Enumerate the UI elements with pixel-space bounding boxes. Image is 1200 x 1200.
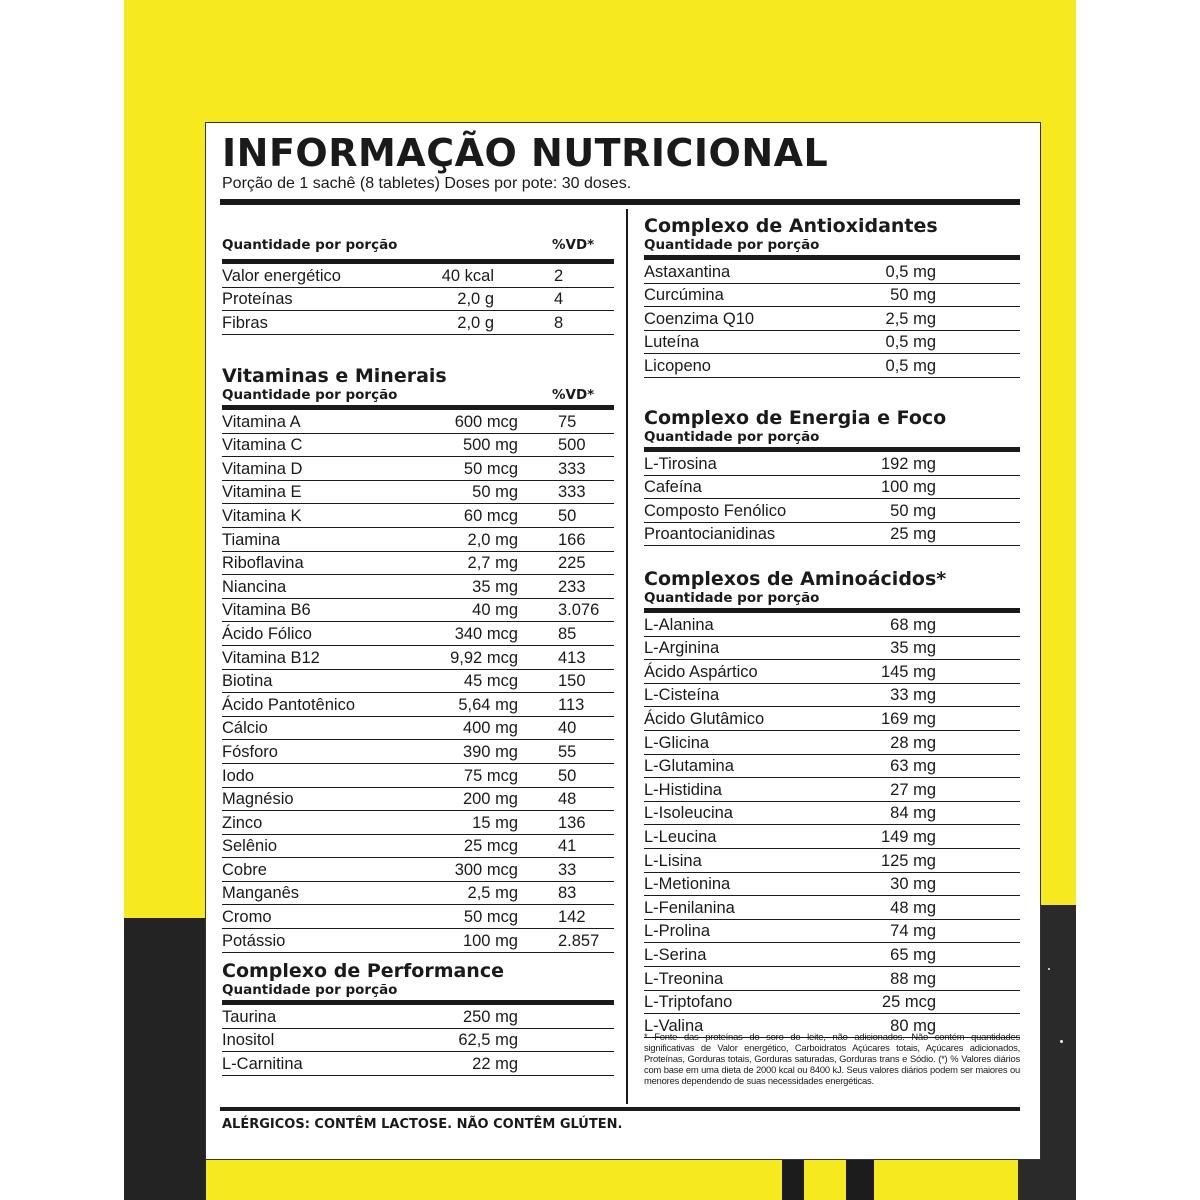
footnote: * Fonte das proteínas do soro do leite, não adicionados. Não contém quantidades significativas de Valor energético, Carboidratos Açúcares totais, Açúcares adicionados, Proteínas, Gorduras totais, Gorduras saturadas, Gorduras trans e Sódio. (*) % Valores diários com base em uma dieta de 2000 kcal ou 8400 kJ. Seus valores diários podem ser maiores ou menores dependendo de suas necessidades energéticas. [644, 1031, 1020, 1086]
nutrient-name: L-Glicina [644, 733, 710, 752]
nutrient-amount: 300 mcg [454, 860, 518, 879]
section-performance [222, 960, 614, 1076]
dark-post-left [782, 1160, 804, 1200]
nutrient-amount: 62,5 mg [458, 1031, 518, 1050]
nutrient-amount: 9,92 mcg [450, 648, 518, 667]
nutrient-name: Licopeno [644, 356, 711, 375]
nutrient-name: L-Valina [644, 1016, 704, 1035]
section-energy-header: Quantidade por porção [644, 429, 820, 445]
nutrient-daily-value: 40 [558, 719, 577, 738]
nutrient-name: Vitamina D [222, 459, 303, 478]
nutrient-amount: 45 mcg [463, 672, 518, 691]
nutrient-daily-value: 83 [558, 884, 577, 903]
nutrient-amount: 30 mg [890, 875, 936, 894]
nutrient-amount: 63 mg [890, 757, 936, 776]
nutrient-row [222, 670, 614, 694]
nutrient-name: Cobre [222, 860, 267, 879]
nutrient-daily-value: 75 [558, 412, 577, 431]
nutrient-amount: 100 mg [880, 478, 936, 497]
nutrient-amount: 169 mg [880, 709, 936, 728]
nutrient-name: Vitamina K [222, 506, 302, 525]
nutrient-name: L-Tirosina [644, 454, 717, 473]
dark-post-right [846, 1160, 874, 1200]
nutrient-row [222, 835, 614, 859]
nutrient-row [222, 905, 614, 929]
dark-block-left [124, 918, 206, 1200]
nutrient-name: L-Treonina [644, 969, 724, 988]
nutrient-amount: 125 mg [880, 851, 936, 870]
nutrient-amount: 5,64 mg [458, 695, 518, 714]
nutrient-row [644, 991, 1020, 1015]
nutrient-name: Taurina [222, 1007, 277, 1026]
nutrient-row [222, 740, 614, 764]
nutrient-row [222, 858, 614, 882]
paint-speck [1048, 968, 1050, 970]
nutrient-daily-value: 233 [558, 577, 586, 596]
nutrient-daily-value: 3.076 [558, 601, 600, 620]
section-amino-title: Complexos de Aminoácidos* [644, 568, 947, 590]
nutrient-row [644, 825, 1020, 849]
nutrient-name: Selênio [222, 837, 278, 856]
nutrient-amount: 25 mcg [881, 993, 936, 1012]
nutrient-amount: 22 mg [472, 1054, 518, 1073]
label-title: INFORMAÇÃO NUTRICIONAL [222, 131, 829, 175]
section-amino-rows [644, 613, 1020, 1038]
nutrient-amount: 35 mg [890, 639, 936, 658]
nutrient-row [222, 717, 614, 741]
vd-header: %VD* [552, 237, 595, 253]
nutrient-amount: 25 mg [890, 525, 936, 544]
nutrient-row [644, 849, 1020, 873]
nutrient-name: Magnésio [222, 790, 294, 809]
nutrient-amount: 50 mg [472, 483, 518, 502]
nutrient-daily-value: 113 [558, 695, 585, 714]
nutrient-amount: 400 mg [462, 719, 518, 738]
nutrient-row [222, 410, 614, 434]
nutrient-row [222, 764, 614, 788]
vd-header: %VD* [552, 387, 595, 403]
nutrient-daily-value: 136 [558, 813, 586, 832]
nutrient-name: Inositol [222, 1031, 275, 1050]
nutrient-amount: 74 mg [890, 922, 936, 941]
nutrient-amount: 2,5 mg [467, 884, 518, 903]
allergen-statement: ALÉRGICOS: CONTÊM LACTOSE. NÃO CONTÊM GLÚTEN. [222, 1117, 623, 1132]
nutrient-amount: 65 mg [890, 945, 936, 964]
nutrient-amount: 0,5 mg [885, 356, 936, 375]
nutrient-amount: 2,0 mg [467, 530, 518, 549]
nutrient-amount: 48 mg [890, 898, 936, 917]
nutrient-row [644, 637, 1020, 661]
nutrient-amount: 84 mg [890, 804, 936, 823]
nutrient-name: L-Serina [644, 945, 707, 964]
nutrient-row [222, 788, 614, 812]
nutrient-name: Composto Fenólico [644, 501, 787, 520]
nutrient-amount: 100 mg [462, 931, 518, 950]
section-energy-rows [644, 452, 1020, 546]
nutrient-name: L-Metionina [644, 875, 731, 894]
nutrient-name: Proantocianidinas [644, 525, 776, 544]
nutrient-name: L-Glutamina [644, 757, 734, 776]
nutrient-row [222, 575, 614, 599]
nutrient-name: Manganês [222, 884, 300, 903]
nutrient-row [644, 523, 1020, 547]
nutrient-row [644, 920, 1020, 944]
nutrient-row [644, 499, 1020, 523]
nutrient-amount: 68 mg [890, 615, 936, 634]
nutrient-name: L-Prolina [644, 922, 711, 941]
nutrient-row [222, 481, 614, 505]
nutrient-name: Vitamina A [222, 412, 301, 431]
nutrient-row [222, 646, 614, 670]
nutrient-name: Cafeína [644, 478, 702, 497]
nutrient-row [644, 967, 1020, 991]
nutrient-name: Ácido Fólico [222, 624, 312, 643]
nutrient-row [644, 660, 1020, 684]
nutrient-amount: 340 mcg [454, 624, 518, 643]
nutrient-amount: 2,0 g [457, 290, 494, 309]
nutrient-row [644, 802, 1020, 826]
nutrient-row [644, 613, 1020, 637]
nutrient-amount: 35 mg [472, 577, 518, 596]
nutrient-amount: 75 mcg [463, 766, 518, 785]
nutrient-row [222, 693, 614, 717]
nutrient-name: Fibras [222, 313, 268, 332]
nutrient-daily-value: 150 [558, 672, 586, 691]
nutrient-row [222, 311, 614, 335]
nutrient-row [222, 929, 614, 953]
nutrient-row [644, 476, 1020, 500]
nutrient-amount: 40 mg [472, 601, 518, 620]
nutrient-row [644, 684, 1020, 708]
section-vitamins-header [222, 387, 614, 403]
nutrient-row [644, 873, 1020, 897]
section-performance-rows [222, 1005, 614, 1076]
top-rule [220, 199, 1020, 205]
nutrient-daily-value: 33 [558, 860, 577, 879]
nutrient-row [644, 731, 1020, 755]
nutrient-amount: 2,0 g [457, 313, 494, 332]
nutrient-row [222, 457, 614, 481]
nutrient-amount: 33 mg [890, 686, 936, 705]
nutrient-row [222, 882, 614, 906]
nutrient-name: L-Lisina [644, 851, 702, 870]
nutrient-row [644, 707, 1020, 731]
nutrient-name: Valor energético [222, 266, 341, 285]
nutrient-row [222, 552, 614, 576]
nutrient-name: L-Fenilanina [644, 898, 735, 917]
nutrient-name: Niancina [222, 577, 287, 596]
nutrient-daily-value: 2.857 [558, 931, 600, 950]
nutrient-daily-value: 50 [558, 766, 577, 785]
nutrient-daily-value: 4 [554, 290, 564, 309]
nutrient-name: Biotina [222, 672, 273, 691]
nutrient-daily-value: 8 [554, 313, 564, 332]
section-vitamins-rows [222, 410, 614, 953]
nutrient-row [644, 307, 1020, 331]
nutrient-amount: 88 mg [890, 969, 936, 988]
nutrient-row [222, 1029, 614, 1053]
nutrient-name: Cálcio [222, 719, 268, 738]
section-basic-header [222, 237, 614, 253]
section-basic-rows [222, 264, 614, 335]
nutrient-amount: 50 mcg [463, 459, 518, 478]
quantity-header: Quantidade por porção [222, 387, 398, 403]
nutrient-daily-value: 2 [554, 266, 564, 285]
nutrient-row [222, 528, 614, 552]
nutrient-amount: 28 mg [890, 733, 936, 752]
nutrient-daily-value: 166 [558, 530, 586, 549]
nutrition-facts-panel [205, 122, 1041, 1160]
nutrient-amount: 50 mg [890, 286, 936, 305]
nutrient-amount: 50 mcg [463, 908, 518, 927]
nutrient-amount: 27 mg [890, 780, 936, 799]
nutrient-daily-value: 50 [558, 506, 577, 525]
nutrient-name: Fósforo [222, 742, 278, 761]
nutrient-row [222, 264, 614, 288]
nutrient-name: L-Leucina [644, 827, 717, 846]
nutrient-name: Vitamina E [222, 483, 302, 502]
nutrient-amount: 600 mcg [454, 412, 518, 431]
section-antioxidants [644, 215, 1020, 378]
nutrient-daily-value: 333 [558, 459, 586, 478]
section-antioxidants-title: Complexo de Antioxidantes [644, 215, 938, 237]
bottom-rule [220, 1107, 1020, 1111]
nutrient-daily-value: 142 [558, 908, 586, 927]
nutrient-row [644, 755, 1020, 779]
nutrient-name: Astaxantina [644, 262, 731, 281]
quantity-header: Quantidade por porção [222, 237, 398, 253]
nutrient-amount: 250 mg [462, 1007, 518, 1026]
column-divider [626, 209, 628, 1104]
paint-speck [1060, 1040, 1063, 1043]
nutrient-amount: 40 kcal [441, 266, 494, 285]
section-performance-header: Quantidade por porção [222, 982, 398, 998]
section-performance-title: Complexo de Performance [222, 960, 504, 982]
nutrient-name: Riboflavina [222, 554, 304, 573]
nutrient-name: Vitamina B6 [222, 601, 311, 620]
nutrient-row [644, 943, 1020, 967]
nutrient-amount: 25 mcg [463, 837, 518, 856]
nutrient-row [222, 1005, 614, 1029]
nutrient-name: Potássio [222, 931, 286, 950]
nutrient-name: L-Isoleucina [644, 804, 733, 823]
section-basic [222, 237, 614, 335]
section-antioxidants-rows [644, 260, 1020, 378]
nutrient-amount: 80 mg [890, 1016, 936, 1035]
nutrient-name: L-Alanina [644, 615, 714, 634]
serving-info: Porção de 1 sachê (8 tabletes) Doses por pote: 30 doses. [222, 175, 632, 192]
nutrient-row [222, 434, 614, 458]
section-amino [644, 568, 1020, 1038]
section-antioxidants-header: Quantidade por porção [644, 237, 820, 253]
section-energy-title: Complexo de Energia e Foco [644, 407, 947, 429]
nutrient-amount: 390 mg [462, 742, 518, 761]
nutrient-name: Zinco [222, 813, 263, 832]
nutrient-daily-value: 500 [558, 436, 586, 455]
nutrient-name: Cromo [222, 908, 272, 927]
nutrient-daily-value: 225 [558, 554, 586, 573]
nutrient-row [222, 288, 614, 312]
nutrient-name: Curcúmina [644, 286, 724, 305]
nutrient-amount: 50 mg [890, 501, 936, 520]
nutrient-amount: 500 mg [462, 436, 518, 455]
nutrient-row [222, 599, 614, 623]
nutrient-name: L-Arginina [644, 639, 720, 658]
nutrient-name: Vitamina C [222, 436, 303, 455]
nutrient-row [644, 354, 1020, 378]
nutrient-row [644, 896, 1020, 920]
nutrient-daily-value: 41 [558, 837, 577, 856]
nutrient-amount: 145 mg [880, 662, 936, 681]
nutrient-amount: 2,5 mg [885, 309, 936, 328]
nutrient-name: Ácido Pantotênico [222, 695, 356, 714]
nutrient-row [222, 504, 614, 528]
section-vitamins [222, 365, 614, 953]
nutrient-amount: 2,7 mg [467, 554, 518, 573]
nutrient-name: Luteína [644, 333, 700, 352]
nutrient-name: Tiamina [222, 530, 281, 549]
nutrient-name: Vitamina B12 [222, 648, 320, 667]
nutrient-row [644, 331, 1020, 355]
nutrient-daily-value: 85 [558, 624, 577, 643]
nutrient-daily-value: 55 [558, 742, 577, 761]
nutrient-amount: 0,5 mg [885, 333, 936, 352]
nutrient-row [644, 778, 1020, 802]
nutrient-name: Ácido Glutâmico [644, 709, 765, 728]
nutrient-daily-value: 333 [558, 483, 586, 502]
nutrient-name: L-Histidina [644, 780, 722, 799]
nutrient-amount: 200 mg [462, 790, 518, 809]
nutrient-daily-value: 48 [558, 790, 577, 809]
nutrient-amount: 149 mg [880, 827, 936, 846]
nutrient-daily-value: 413 [558, 648, 586, 667]
nutrient-name: L-Cisteína [644, 686, 720, 705]
nutrient-amount: 0,5 mg [885, 262, 936, 281]
section-energy [644, 407, 1020, 546]
nutrient-name: L-Carnitina [222, 1054, 303, 1073]
nutrient-amount: 192 mg [880, 454, 936, 473]
nutrient-amount: 15 mg [472, 813, 518, 832]
nutrient-name: Proteínas [222, 290, 293, 309]
nutrient-name: Iodo [222, 766, 255, 785]
section-amino-header: Quantidade por porção [644, 590, 820, 606]
nutrient-row [644, 284, 1020, 308]
nutrient-amount: 60 mcg [463, 506, 518, 525]
nutrient-row [222, 1052, 614, 1076]
nutrient-row [222, 622, 614, 646]
nutrient-name: Ácido Aspártico [644, 662, 758, 681]
nutrient-name: L-Triptofano [644, 993, 733, 1012]
nutrient-row [644, 260, 1020, 284]
nutrient-name: Coenzima Q10 [644, 309, 755, 328]
nutrient-row [644, 452, 1020, 476]
nutrient-row [222, 811, 614, 835]
section-vitamins-title: Vitaminas e Minerais [222, 365, 447, 387]
